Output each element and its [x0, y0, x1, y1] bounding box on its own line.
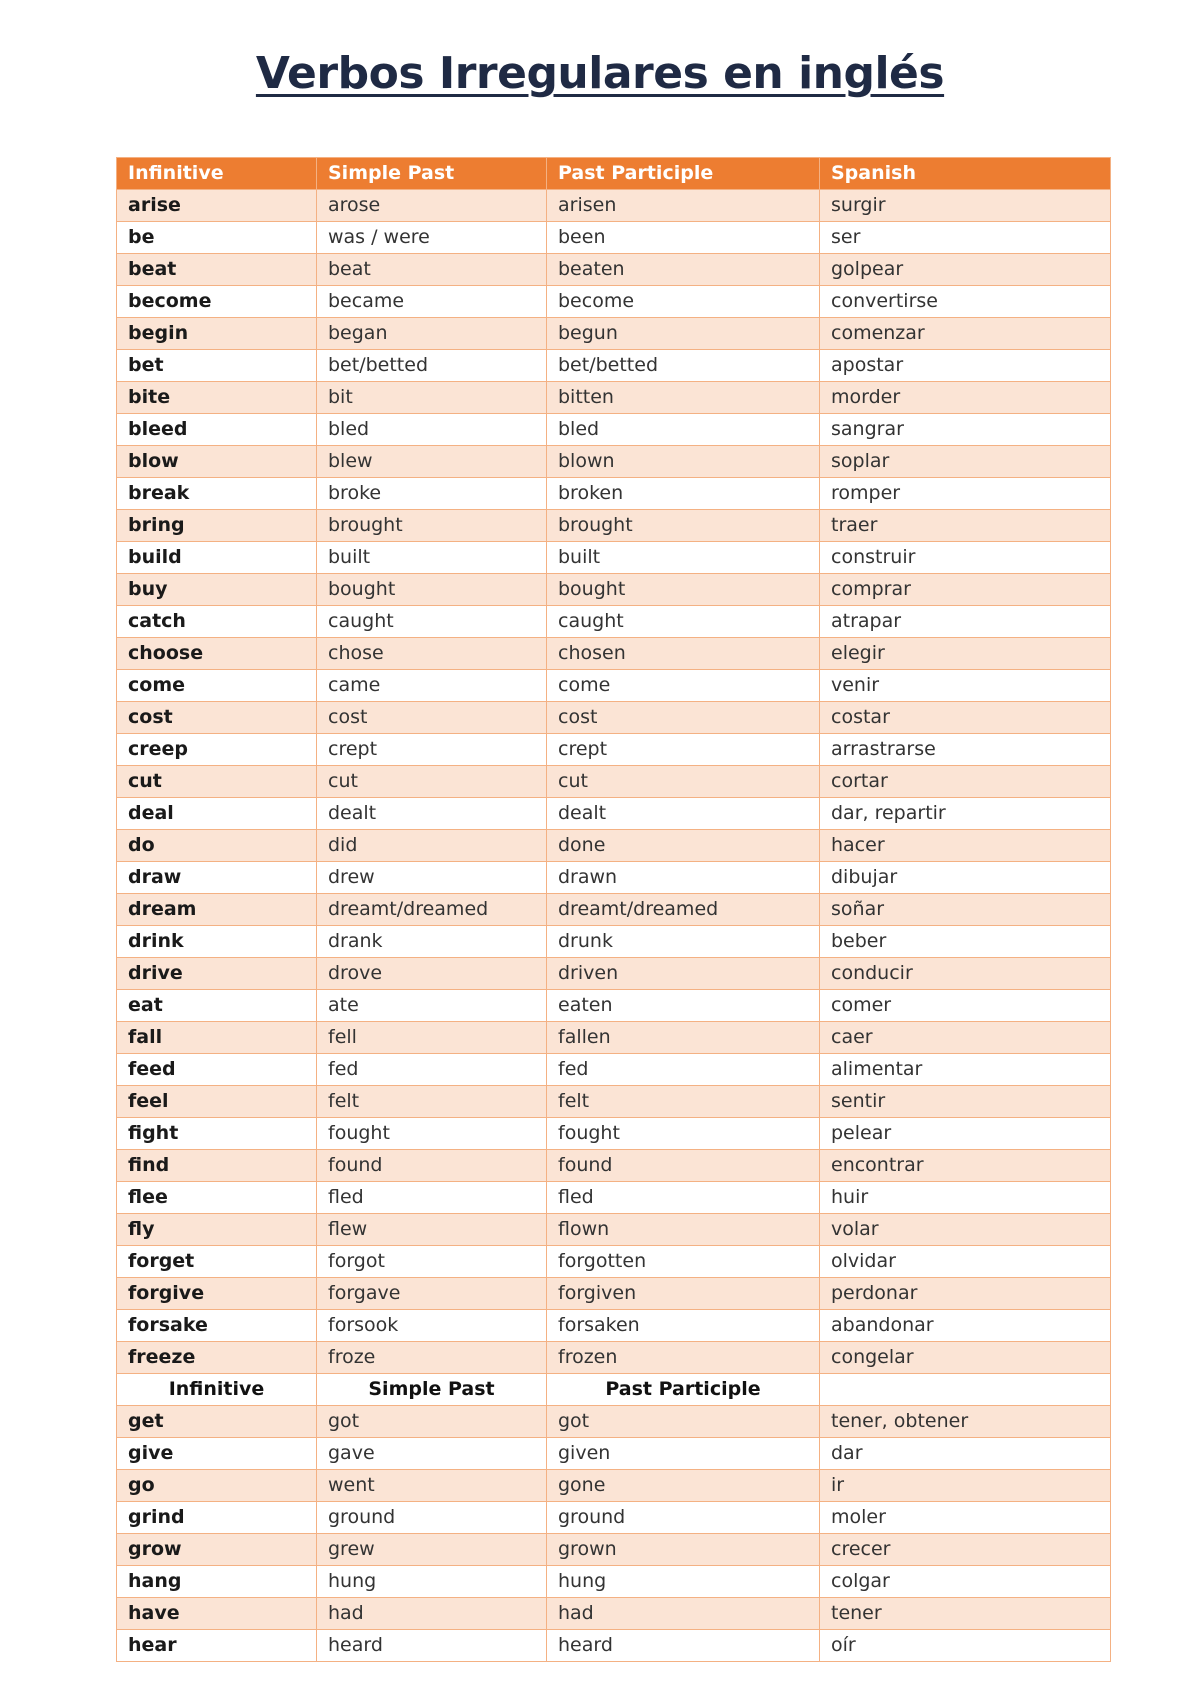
simple-past-cell: cut — [317, 766, 547, 798]
spanish-cell: golpear — [820, 254, 1111, 286]
simple-past-cell: began — [317, 318, 547, 350]
infinitive-cell: deal — [117, 798, 317, 830]
table-row — [117, 1566, 1111, 1598]
table-row — [117, 350, 1111, 382]
past-participle-cell: cut — [547, 766, 820, 798]
spanish-cell: caer — [820, 1022, 1111, 1054]
past-participle-cell: found — [547, 1150, 820, 1182]
past-participle-cell: caught — [547, 606, 820, 638]
table-row — [117, 414, 1111, 446]
table-row — [117, 190, 1111, 222]
table-row — [117, 1054, 1111, 1086]
simple-past-cell: built — [317, 542, 547, 574]
simple-past-cell: found — [317, 1150, 547, 1182]
spanish-cell: elegir — [820, 638, 1111, 670]
past-participle-cell: bet/betted — [547, 350, 820, 382]
table-row — [117, 1502, 1111, 1534]
infinitive-cell: give — [117, 1438, 317, 1470]
spanish-cell: traer — [820, 510, 1111, 542]
infinitive-cell: do — [117, 830, 317, 862]
infinitive-cell: freeze — [117, 1342, 317, 1374]
past-participle-cell: bitten — [547, 382, 820, 414]
spanish-cell: pelear — [820, 1118, 1111, 1150]
infinitive-cell: bring — [117, 510, 317, 542]
spanish-cell: tener, obtener — [820, 1406, 1111, 1438]
spanish-cell: dibujar — [820, 862, 1111, 894]
table-row — [117, 894, 1111, 926]
spanish-cell: colgar — [820, 1566, 1111, 1598]
past-participle-cell: cost — [547, 702, 820, 734]
infinitive-cell: feed — [117, 1054, 317, 1086]
spanish-cell: sangrar — [820, 414, 1111, 446]
simple-past-cell: froze — [317, 1342, 547, 1374]
past-participle-cell: been — [547, 222, 820, 254]
past-participle-cell: fought — [547, 1118, 820, 1150]
past-participle-cell: fed — [547, 1054, 820, 1086]
page-title: Verbos Irregulares en inglés — [255, 48, 945, 99]
infinitive-cell: catch — [117, 606, 317, 638]
past-participle-cell: had — [547, 1598, 820, 1630]
table-row — [117, 1598, 1111, 1630]
simple-past-cell: fought — [317, 1118, 547, 1150]
spanish-cell: oír — [820, 1630, 1111, 1662]
infinitive-cell: creep — [117, 734, 317, 766]
simple-past-cell: came — [317, 670, 547, 702]
simple-past-cell: had — [317, 1598, 547, 1630]
spanish-cell: convertirse — [820, 286, 1111, 318]
spanish-cell: soñar — [820, 894, 1111, 926]
table-row — [117, 446, 1111, 478]
simple-past-cell: grew — [317, 1534, 547, 1566]
table-row — [117, 958, 1111, 990]
spanish-cell: congelar — [820, 1342, 1111, 1374]
table-row — [117, 1310, 1111, 1342]
simple-past-cell: bought — [317, 574, 547, 606]
infinitive-cell: grow — [117, 1534, 317, 1566]
table-row — [117, 222, 1111, 254]
spanish-cell: encontrar — [820, 1150, 1111, 1182]
past-participle-cell: hung — [547, 1566, 820, 1598]
infinitive-cell: find — [117, 1150, 317, 1182]
past-participle-cell: begun — [547, 318, 820, 350]
past-participle-cell: dealt — [547, 798, 820, 830]
simple-past-cell: bled — [317, 414, 547, 446]
spanish-cell: tener — [820, 1598, 1111, 1630]
spanish-cell: soplar — [820, 446, 1111, 478]
table-row — [117, 1630, 1111, 1662]
past-participle-cell: become — [547, 286, 820, 318]
spanish-cell: volar — [820, 1214, 1111, 1246]
spanish-cell: conducir — [820, 958, 1111, 990]
table-row — [117, 382, 1111, 414]
simple-past-cell: dreamt/dreamed — [317, 894, 547, 926]
table-row — [117, 574, 1111, 606]
simple-past-cell: got — [317, 1406, 547, 1438]
table-row — [117, 1278, 1111, 1310]
simple-past-cell: bet/betted — [317, 350, 547, 382]
table-row — [117, 926, 1111, 958]
spanish-cell: ser — [820, 222, 1111, 254]
past-participle-cell: beaten — [547, 254, 820, 286]
spanish-cell: crecer — [820, 1534, 1111, 1566]
past-participle-cell: ground — [547, 1502, 820, 1534]
table-row — [117, 254, 1111, 286]
past-participle-cell: grown — [547, 1534, 820, 1566]
simple-past-cell: brought — [317, 510, 547, 542]
spanish-cell: venir — [820, 670, 1111, 702]
spanish-cell: comenzar — [820, 318, 1111, 350]
spanish-cell: huir — [820, 1182, 1111, 1214]
simple-past-cell: drank — [317, 926, 547, 958]
table-subheader-row — [117, 1374, 1111, 1406]
simple-past-cell: beat — [317, 254, 547, 286]
subheader-simple-past-cell: Simple Past — [317, 1374, 547, 1406]
past-participle-cell: dreamt/dreamed — [547, 894, 820, 926]
simple-past-cell: felt — [317, 1086, 547, 1118]
spanish-cell: olvidar — [820, 1246, 1111, 1278]
spanish-cell: surgir — [820, 190, 1111, 222]
simple-past-cell: did — [317, 830, 547, 862]
spanish-cell: hacer — [820, 830, 1111, 862]
table-row — [117, 286, 1111, 318]
infinitive-cell: feel — [117, 1086, 317, 1118]
simple-past-cell: chose — [317, 638, 547, 670]
spanish-cell: construir — [820, 542, 1111, 574]
simple-past-cell: caught — [317, 606, 547, 638]
subheader-spanish-cell — [820, 1374, 1111, 1406]
past-participle-cell: blown — [547, 446, 820, 478]
past-participle-cell: felt — [547, 1086, 820, 1118]
past-participle-cell: come — [547, 670, 820, 702]
simple-past-cell: forsook — [317, 1310, 547, 1342]
header-simple-past: Simple Past — [317, 158, 547, 190]
spanish-cell: alimentar — [820, 1054, 1111, 1086]
infinitive-cell: draw — [117, 862, 317, 894]
infinitive-cell: fight — [117, 1118, 317, 1150]
simple-past-cell: drove — [317, 958, 547, 990]
past-participle-cell: bled — [547, 414, 820, 446]
past-participle-cell: drunk — [547, 926, 820, 958]
infinitive-cell: hear — [117, 1630, 317, 1662]
infinitive-cell: hang — [117, 1566, 317, 1598]
subheader-past-participle-cell: Past Participle — [547, 1374, 820, 1406]
past-participle-cell: fled — [547, 1182, 820, 1214]
table-row — [117, 830, 1111, 862]
table-row — [117, 1342, 1111, 1374]
spanish-cell: costar — [820, 702, 1111, 734]
irregular-verbs-table — [116, 157, 1111, 1662]
spanish-cell: cortar — [820, 766, 1111, 798]
infinitive-cell: go — [117, 1470, 317, 1502]
past-participle-cell: forgotten — [547, 1246, 820, 1278]
table-row — [117, 1246, 1111, 1278]
table-row — [117, 734, 1111, 766]
infinitive-cell: beat — [117, 254, 317, 286]
infinitive-cell: fall — [117, 1022, 317, 1054]
past-participle-cell: bought — [547, 574, 820, 606]
infinitive-cell: blow — [117, 446, 317, 478]
infinitive-cell: flee — [117, 1182, 317, 1214]
table-row — [117, 1214, 1111, 1246]
simple-past-cell: ate — [317, 990, 547, 1022]
table-row — [117, 1182, 1111, 1214]
spanish-cell: apostar — [820, 350, 1111, 382]
infinitive-cell: dream — [117, 894, 317, 926]
infinitive-cell: break — [117, 478, 317, 510]
spanish-cell: morder — [820, 382, 1111, 414]
spanish-cell: arrastrarse — [820, 734, 1111, 766]
simple-past-cell: cost — [317, 702, 547, 734]
infinitive-cell: grind — [117, 1502, 317, 1534]
past-participle-cell: eaten — [547, 990, 820, 1022]
past-participle-cell: forsaken — [547, 1310, 820, 1342]
past-participle-cell: crept — [547, 734, 820, 766]
spanish-cell: moler — [820, 1502, 1111, 1534]
infinitive-cell: bet — [117, 350, 317, 382]
infinitive-cell: drive — [117, 958, 317, 990]
infinitive-cell: eat — [117, 990, 317, 1022]
infinitive-cell: cost — [117, 702, 317, 734]
simple-past-cell: ground — [317, 1502, 547, 1534]
spanish-cell: atrapar — [820, 606, 1111, 638]
simple-past-cell: fell — [317, 1022, 547, 1054]
infinitive-cell: choose — [117, 638, 317, 670]
simple-past-cell: blew — [317, 446, 547, 478]
table-row — [117, 670, 1111, 702]
header-infinitive: Infinitive — [117, 158, 317, 190]
past-participle-cell: got — [547, 1406, 820, 1438]
past-participle-cell: broken — [547, 478, 820, 510]
infinitive-cell: cut — [117, 766, 317, 798]
table-row — [117, 478, 1111, 510]
infinitive-cell: drink — [117, 926, 317, 958]
table-row — [117, 1534, 1111, 1566]
past-participle-cell: heard — [547, 1630, 820, 1662]
spanish-cell: comprar — [820, 574, 1111, 606]
past-participle-cell: gone — [547, 1470, 820, 1502]
past-participle-cell: done — [547, 830, 820, 862]
simple-past-cell: crept — [317, 734, 547, 766]
table-body — [117, 190, 1111, 1662]
table-row — [117, 1406, 1111, 1438]
simple-past-cell: drew — [317, 862, 547, 894]
infinitive-cell: forget — [117, 1246, 317, 1278]
table-row — [117, 318, 1111, 350]
simple-past-cell: was / were — [317, 222, 547, 254]
past-participle-cell: given — [547, 1438, 820, 1470]
past-participle-cell: brought — [547, 510, 820, 542]
infinitive-cell: forsake — [117, 1310, 317, 1342]
table-row — [117, 1150, 1111, 1182]
spanish-cell: dar, repartir — [820, 798, 1111, 830]
simple-past-cell: fled — [317, 1182, 547, 1214]
infinitive-cell: become — [117, 286, 317, 318]
past-participle-cell: flown — [547, 1214, 820, 1246]
infinitive-cell: fly — [117, 1214, 317, 1246]
infinitive-cell: come — [117, 670, 317, 702]
table-row — [117, 510, 1111, 542]
table-row — [117, 862, 1111, 894]
spanish-cell: comer — [820, 990, 1111, 1022]
past-participle-cell: driven — [547, 958, 820, 990]
infinitive-cell: buy — [117, 574, 317, 606]
table-row — [117, 990, 1111, 1022]
spanish-cell: abandonar — [820, 1310, 1111, 1342]
header-past-participle: Past Participle — [547, 158, 820, 190]
simple-past-cell: flew — [317, 1214, 547, 1246]
simple-past-cell: bit — [317, 382, 547, 414]
simple-past-cell: arose — [317, 190, 547, 222]
table-row — [117, 542, 1111, 574]
table-row — [117, 1022, 1111, 1054]
spanish-cell: dar — [820, 1438, 1111, 1470]
past-participle-cell: arisen — [547, 190, 820, 222]
subheader-infinitive-cell: Infinitive — [117, 1374, 317, 1406]
past-participle-cell: forgiven — [547, 1278, 820, 1310]
simple-past-cell: hung — [317, 1566, 547, 1598]
infinitive-cell: begin — [117, 318, 317, 350]
simple-past-cell: forgot — [317, 1246, 547, 1278]
infinitive-cell: have — [117, 1598, 317, 1630]
table-header-row — [117, 158, 1111, 190]
past-participle-cell: frozen — [547, 1342, 820, 1374]
past-participle-cell: fallen — [547, 1022, 820, 1054]
simple-past-cell: gave — [317, 1438, 547, 1470]
simple-past-cell: broke — [317, 478, 547, 510]
table-row — [117, 606, 1111, 638]
simple-past-cell: went — [317, 1470, 547, 1502]
infinitive-cell: forgive — [117, 1278, 317, 1310]
spanish-cell: beber — [820, 926, 1111, 958]
infinitive-cell: arise — [117, 190, 317, 222]
table-row — [117, 798, 1111, 830]
spanish-cell: ir — [820, 1470, 1111, 1502]
infinitive-cell: get — [117, 1406, 317, 1438]
simple-past-cell: heard — [317, 1630, 547, 1662]
table-row — [117, 1438, 1111, 1470]
table-row — [117, 1118, 1111, 1150]
simple-past-cell: forgave — [317, 1278, 547, 1310]
infinitive-cell: build — [117, 542, 317, 574]
infinitive-cell: be — [117, 222, 317, 254]
past-participle-cell: drawn — [547, 862, 820, 894]
simple-past-cell: dealt — [317, 798, 547, 830]
table-row — [117, 766, 1111, 798]
infinitive-cell: bite — [117, 382, 317, 414]
table-row — [117, 702, 1111, 734]
table-row — [117, 638, 1111, 670]
past-participle-cell: chosen — [547, 638, 820, 670]
spanish-cell: perdonar — [820, 1278, 1111, 1310]
simple-past-cell: became — [317, 286, 547, 318]
infinitive-cell: bleed — [117, 414, 317, 446]
simple-past-cell: fed — [317, 1054, 547, 1086]
spanish-cell: romper — [820, 478, 1111, 510]
table-row — [117, 1470, 1111, 1502]
spanish-cell: sentir — [820, 1086, 1111, 1118]
header-spanish: Spanish — [820, 158, 1111, 190]
table-row — [117, 1086, 1111, 1118]
past-participle-cell: built — [547, 542, 820, 574]
